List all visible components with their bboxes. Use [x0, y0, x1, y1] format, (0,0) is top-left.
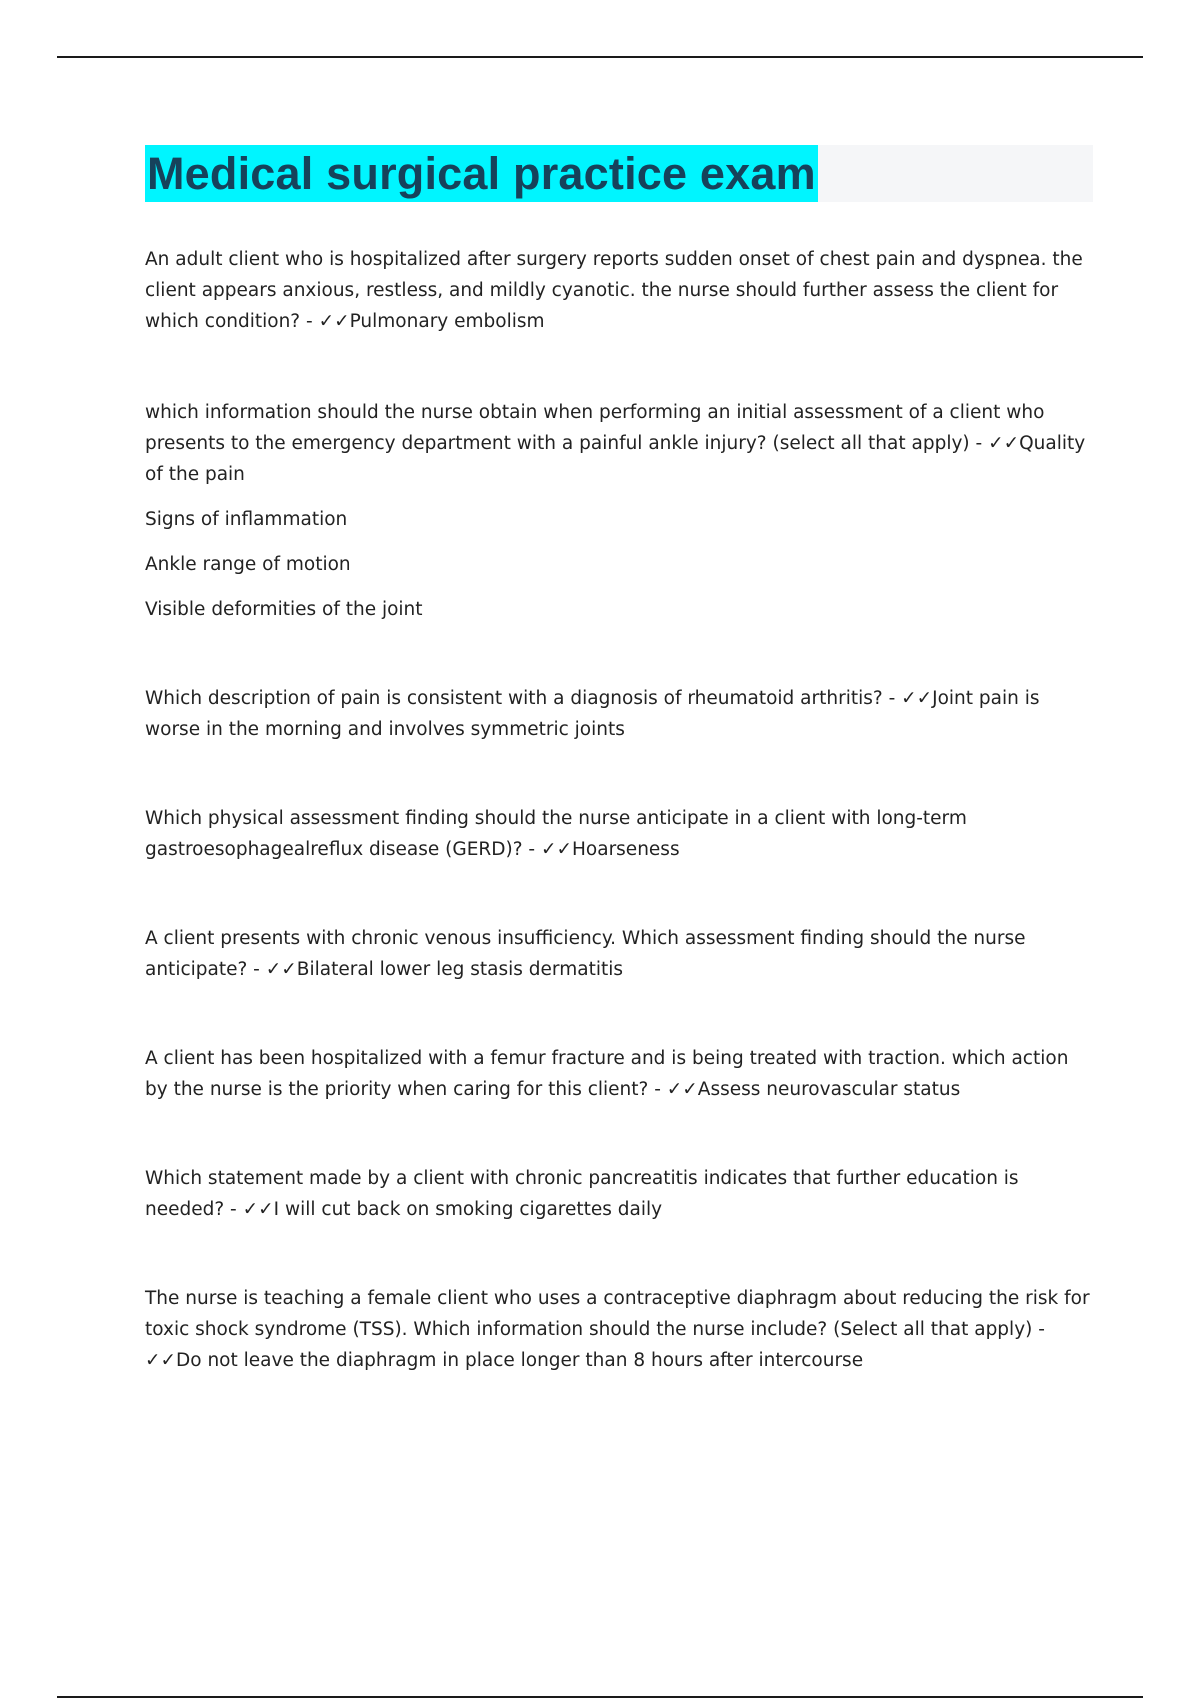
checkmark-icon: ✓✓: [988, 433, 1020, 454]
page-title: Medical surgical practice exam: [145, 145, 818, 202]
checkmark-icon: ✓✓: [242, 1199, 274, 1220]
checkmark-icon: ✓✓: [145, 1350, 177, 1371]
checkmark-icon: ✓✓: [901, 688, 933, 709]
answer-text: I will cut back on smoking cigarettes daily: [273, 1199, 663, 1220]
question-item-3: [145, 683, 1090, 745]
answer-text: Do not leave the diaphragm in place longer than 8 hours after intercourse: [176, 1350, 864, 1371]
checkmark-icon: ✓✓: [318, 311, 350, 332]
question-text: which information should the nurse obtain when performing an initial assessment of a client who presents to the emergency department with a painful ankle injury? (select all that apply) -: [145, 402, 1045, 454]
question-text: Which statement made by a client with chronic pancreatitis indicates that further education is needed? -: [145, 1168, 1019, 1220]
question-text: Which physical assessment finding should the nurse anticipate in a client with long-term gastroesophagealreflux disease (GERD)? -: [145, 808, 967, 860]
answer-extra-2: Ankle range of motion: [145, 554, 351, 575]
checkmark-icon: ✓✓: [666, 1079, 698, 1100]
checkmark-icon: ✓✓: [265, 959, 297, 980]
answer-extra-1: Signs of inflammation: [145, 509, 348, 530]
question-item-2: [145, 397, 1090, 490]
question-item-7: [145, 1163, 1090, 1225]
question-item-1: [145, 244, 1090, 337]
question-text: The nurse is teaching a female client who uses a contraceptive diaphragm about reducing the risk for toxic shock syndrome (TSS). Which information should the nurse include? (Select all that apply) -: [145, 1288, 1090, 1340]
question-item-8: [145, 1283, 1090, 1376]
answer-text: Assess neurovascular status: [697, 1079, 961, 1100]
question-item-5: [145, 923, 1090, 985]
question-item-4: [145, 803, 1090, 865]
question-list: [145, 244, 1090, 1376]
question-item-6: [145, 1043, 1090, 1105]
question-text: Which description of pain is consistent with a diagnosis of rheumatoid arthritis? -: [145, 688, 902, 709]
answer-extra-3: Visible deformities of the joint: [145, 599, 423, 620]
question-text: A client presents with chronic venous insufficiency. Which assessment finding should the nurse anticipate? -: [145, 928, 1026, 980]
question-text: An adult client who is hospitalized after surgery reports sudden onset of chest pain and dyspnea. the client appears anxious, restless, and mildly cyanotic. the nurse should further assess the client for which condition? -: [145, 249, 1083, 332]
bottom-rule: [57, 1696, 1143, 1698]
question-text: A client has been hospitalized with a femur fracture and is being treated with traction. which action by the nurse is the priority when caring for this client? -: [145, 1048, 1069, 1100]
answer-text: Joint pain is worse in the morning and involves symmetric joints: [145, 688, 1040, 740]
answer-text: Quality of the pain: [145, 433, 1086, 485]
answer-text: Bilateral lower leg stasis dermatitis: [296, 959, 623, 980]
top-rule: [57, 56, 1143, 58]
answer-text: Pulmonary embolism: [349, 311, 545, 332]
answer-text: Hoarseness: [572, 839, 680, 860]
checkmark-icon: ✓✓: [540, 839, 572, 860]
